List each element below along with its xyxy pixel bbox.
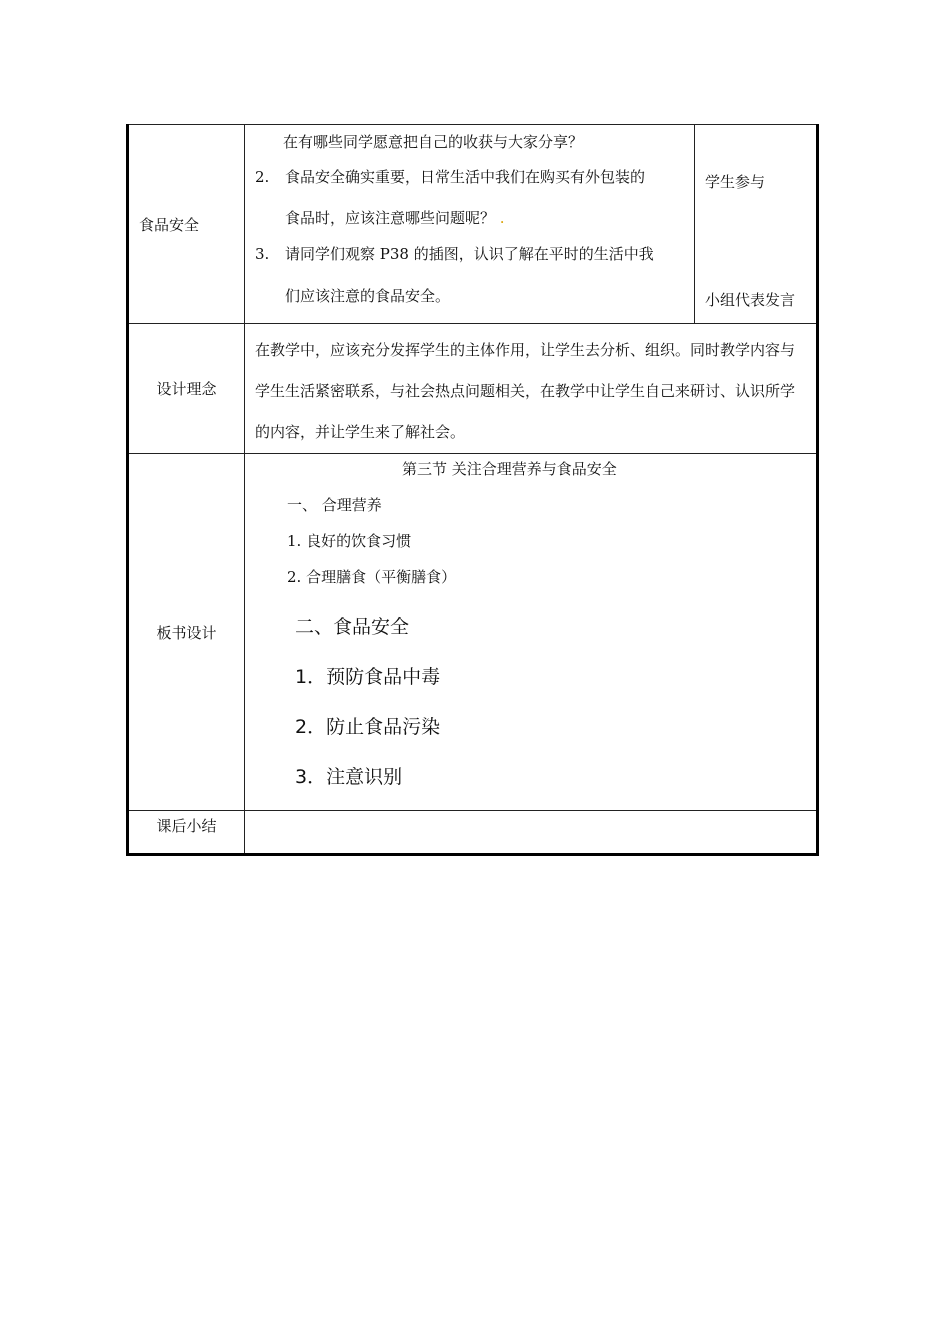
- board-item: 1．预防食品中毒: [295, 666, 441, 688]
- activity-line: 在有哪些同学愿意把自己的收获与大家分享？: [283, 133, 584, 151]
- student-participate: 学生参与: [705, 173, 766, 191]
- board-item: 3．注意识别: [295, 766, 403, 788]
- activity-cell: [245, 125, 695, 324]
- row-board-design: [128, 454, 818, 811]
- board-title: 第三节 关注合理营养与食品安全: [402, 460, 617, 478]
- label-food-safety: 食品安全: [128, 125, 245, 324]
- label-board-design: 板书设计: [128, 454, 245, 811]
- board-item: 1. 良好的饮食习惯: [287, 532, 412, 550]
- summary-content: [245, 811, 818, 855]
- activity-line: 们应该注意的食品安全。: [285, 287, 451, 305]
- activity-line: 食品时，应该注意哪些问题呢？ .: [285, 209, 505, 227]
- group-speech: 小组代表发言: [705, 291, 796, 309]
- label-design-concept: 设计理念: [128, 324, 245, 454]
- design-concept-text: 在教学中，应该充分发挥学生的主体作用，让学生去分析、组织。同时教学内容与学生生活紧密联系，与社会热点问题相关，在教学中让学生自己来研讨、认识所学的内容，并让学生来了解社会。: [245, 324, 818, 454]
- board-item: 2. 合理膳食（平衡膳食）: [287, 568, 457, 586]
- row-summary: [128, 811, 818, 855]
- activity-line: 2. 食品安全确实重要，日常生活中我们在购买有外包装的: [255, 168, 646, 186]
- row-food-safety: [128, 125, 818, 324]
- board-item: 2．防止食品污染: [295, 716, 441, 738]
- lesson-plan-table: [126, 124, 819, 856]
- board-section-1: 一、 合理营养: [287, 496, 382, 514]
- board-section-2: 二、食品安全: [295, 616, 410, 638]
- activity-line: 3. 请同学们观察 P38 的插图，认识了解在平时的生活中我: [255, 245, 654, 263]
- student-activity-cell: [695, 125, 818, 324]
- row-design-concept: [128, 324, 818, 454]
- label-summary: 课后小结: [128, 811, 245, 855]
- board-design-cell: [245, 454, 818, 811]
